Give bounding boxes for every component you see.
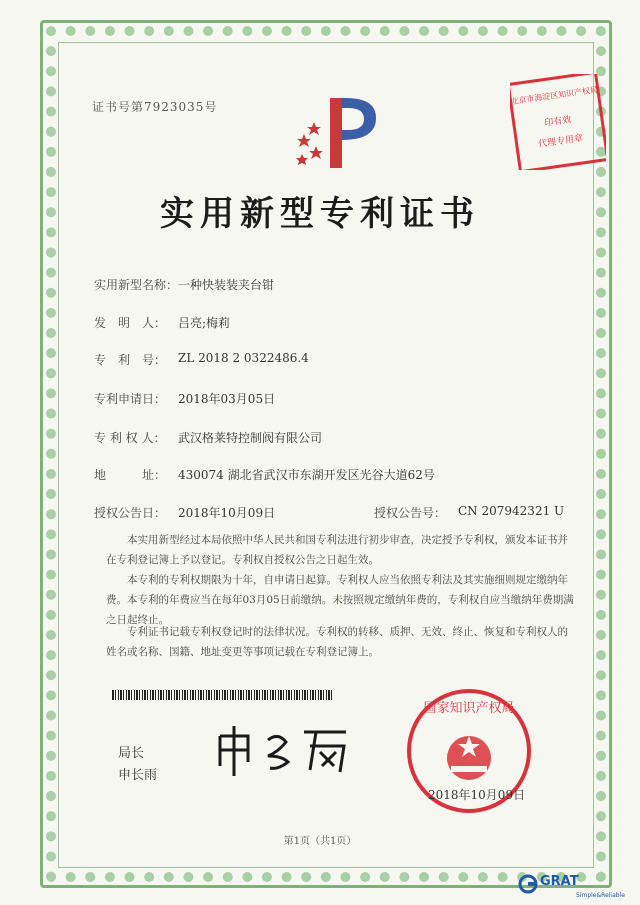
field-label: 专利申请日：: [94, 392, 167, 406]
field-value: 武汉格莱特控制阀有限公司: [178, 431, 323, 445]
seal-date: 2018年10月09日: [428, 788, 526, 802]
field-value: ZL 2018 2 0322486.4: [178, 351, 309, 365]
page-number: 第1页（共1页）: [283, 836, 357, 847]
company-logo-text: GRAT: [540, 874, 579, 889]
field-owner: [94, 429, 322, 446]
paragraph-1: 本实用新型经过本局依照中华人民共和国专利法进行初步审查，决定授予专利权，颁发本证书并在专利登记簿上予以登记。专利权自授权公告之日起生效。: [106, 534, 568, 566]
field-label: 地 址：: [94, 468, 167, 482]
field-label: 实用新型名称：: [94, 278, 179, 292]
field-label: 专 利 权 人：: [94, 431, 166, 445]
field-apply-date: [94, 390, 275, 407]
field-patent-no: [94, 351, 309, 368]
stamp-line-2: 印有效: [543, 115, 573, 129]
signature-title: 局长: [118, 746, 145, 761]
field-label: 授权公告日：: [94, 506, 167, 520]
barcode: [112, 690, 334, 700]
stamp-line-1: 北京市海淀区知识产权局: [510, 85, 599, 107]
paragraph-3: 专利证书记载专利权登记时的法律状况。专利权的转移、质押、无效、终止、恢复和专利权人的姓名或名称、国籍、地址变更等事项记载在专利登记簿上。: [106, 626, 568, 658]
field-label: 专 利 号：: [94, 353, 167, 367]
paragraph-2: 本专利的专利权期限为十年，自申请日起算。专利权人应当依照专利法及其实施细则规定缴纳年费。本专利的年费应当在每年03月05日前缴纳。未按照规定缴纳年费的，专利权自应当缴纳年费期满之日起终止。: [106, 574, 574, 626]
page-title: 实用新型专利证书: [160, 194, 480, 234]
company-logo-slogan: Simple&Reliable: [576, 892, 625, 899]
patent-office-emblem-icon: [292, 88, 388, 178]
svg-text:国家知识产权局: 国家知识产权局: [423, 701, 515, 716]
certificate-number: 证书号第7923035号: [92, 100, 218, 114]
field-value: 2018年10月09日: [178, 506, 276, 520]
handwritten-signature: [212, 722, 352, 778]
field-inventor: [94, 314, 230, 331]
field-value: 吕亮;梅莉: [178, 316, 231, 330]
grat-logo-icon: [518, 874, 538, 894]
field-value: 2018年03月05日: [178, 392, 276, 406]
field-address: [94, 466, 435, 483]
field-value: 一种快装装夹台钳: [178, 278, 275, 292]
field-label: 发 明 人：: [94, 316, 167, 330]
field-value: CN 207942321 U: [458, 504, 565, 518]
stamp-line-3: 代理专用章: [537, 133, 584, 150]
signature-name: 申长雨: [118, 768, 158, 783]
field-label: 授权公告号：: [374, 506, 447, 520]
field-name: [94, 276, 274, 293]
field-announce: [94, 504, 564, 521]
agency-stamp: [510, 74, 606, 170]
field-value: 430074 湖北省武汉市东湖开发区光谷大道62号: [178, 468, 435, 482]
